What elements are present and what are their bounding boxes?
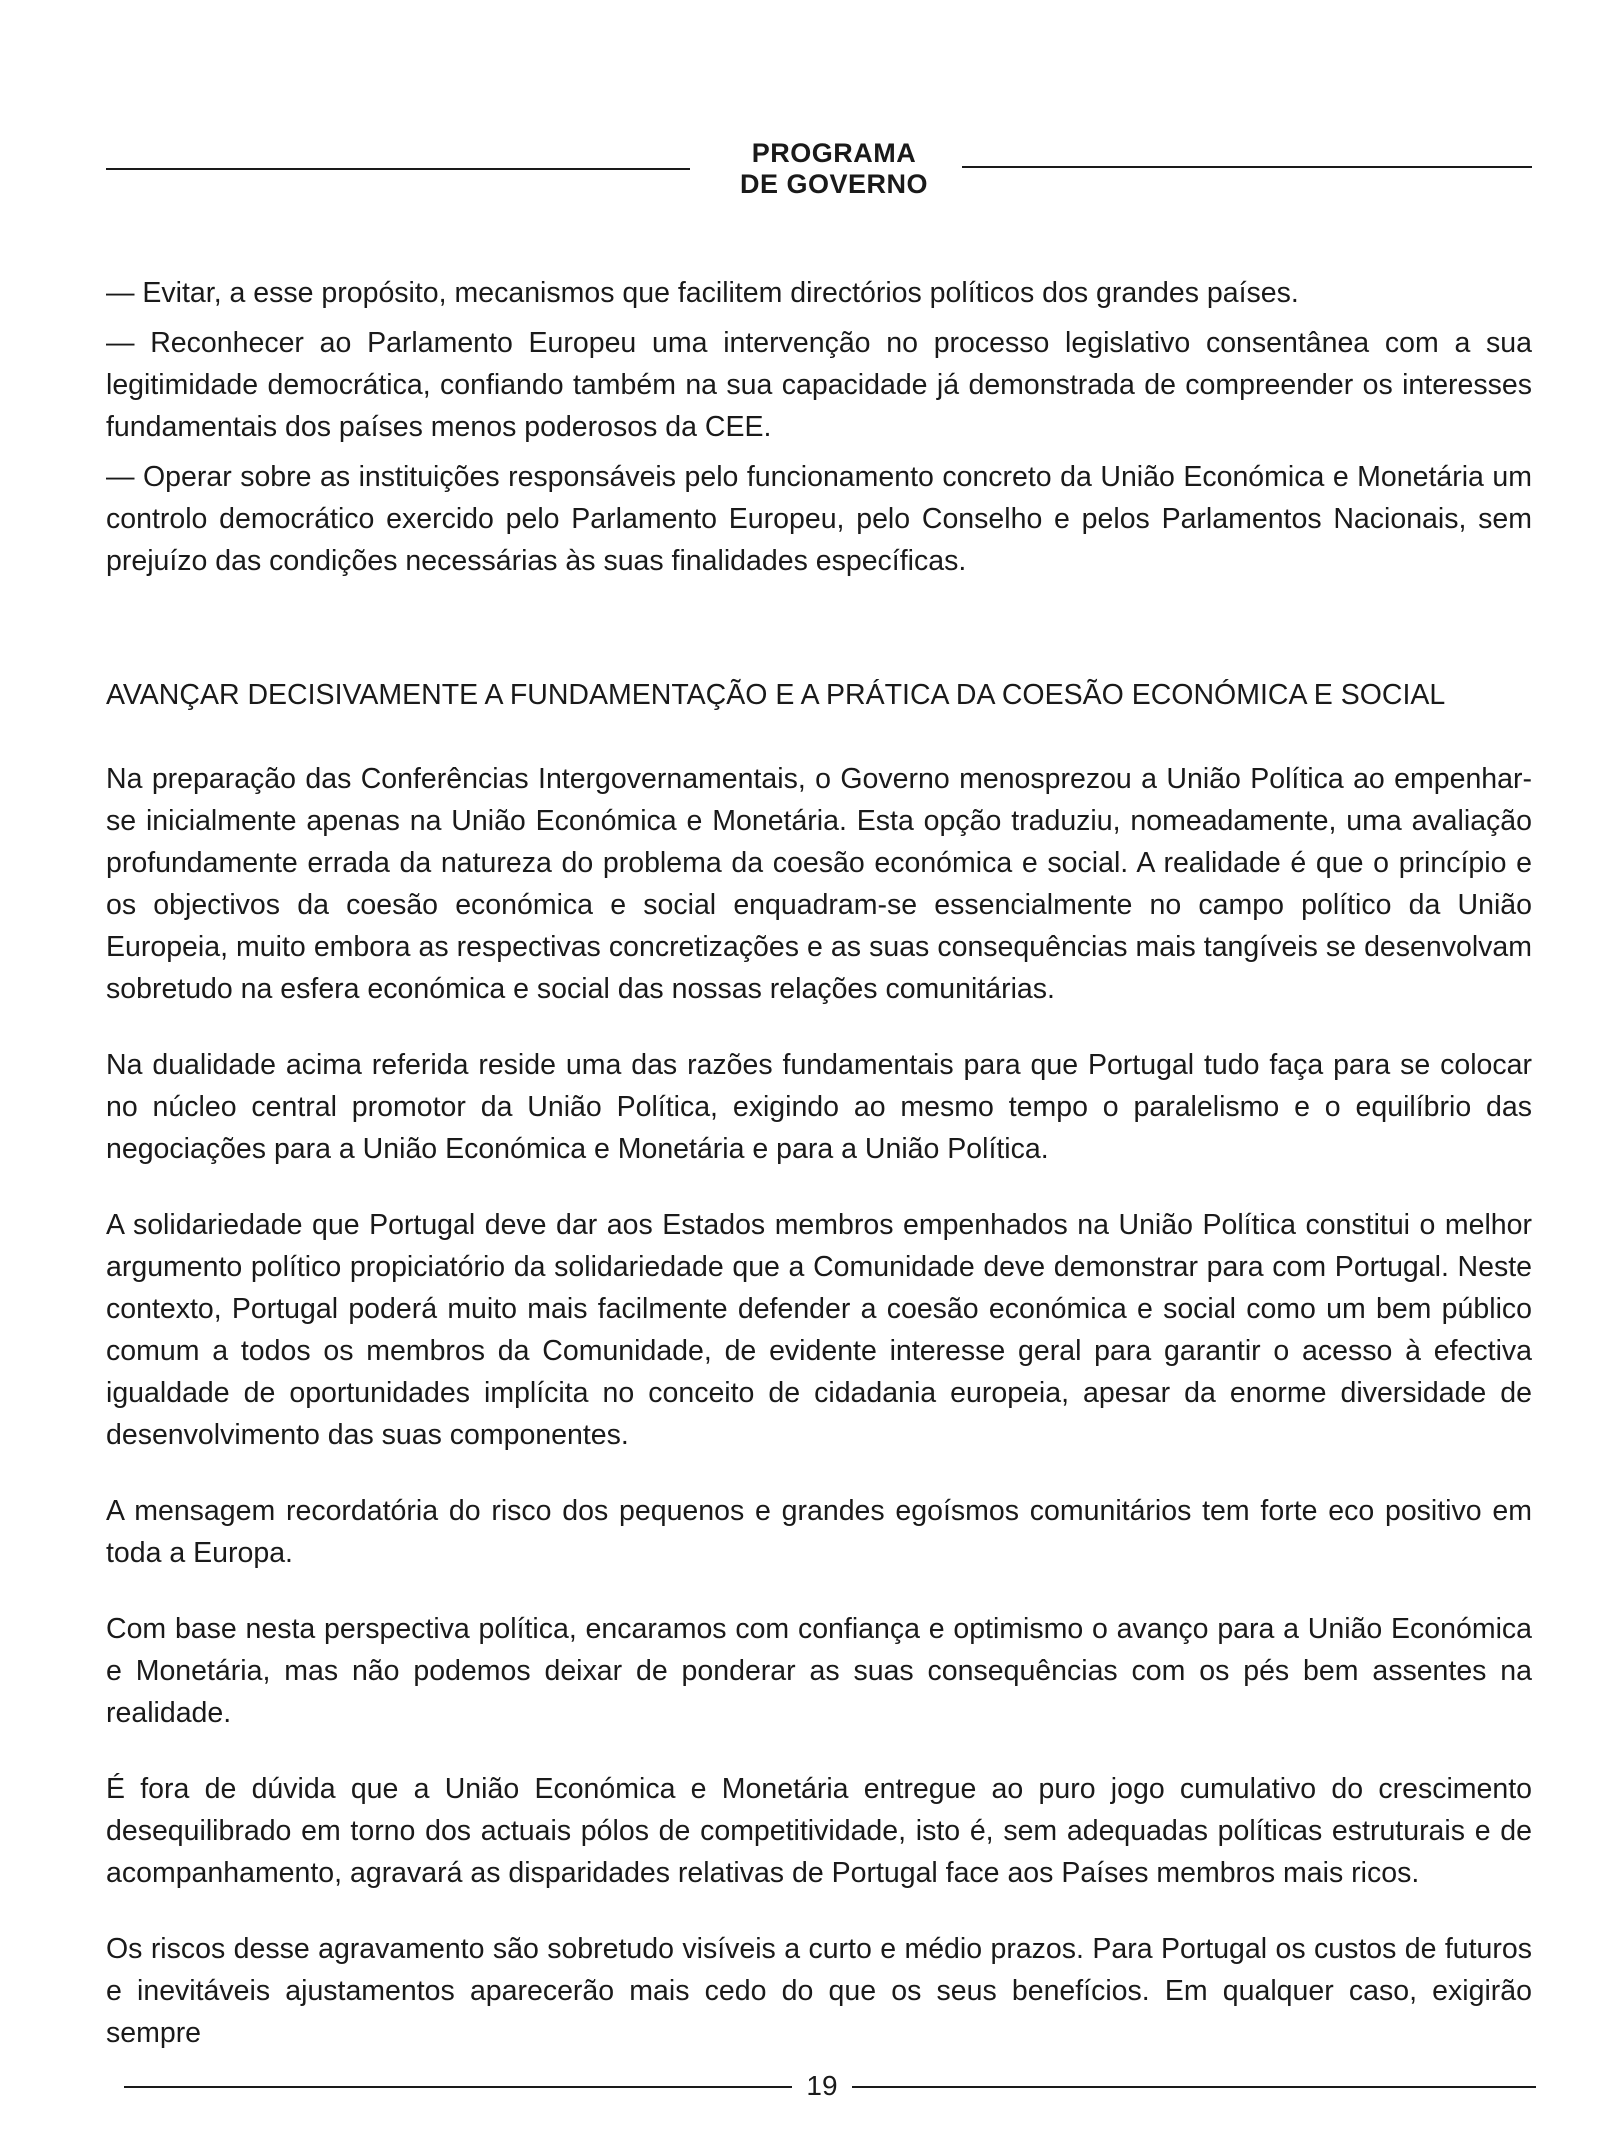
- body-paragraph: A mensagem recordatória do risco dos pequenos e grandes egoísmos comunitários tem forte eco positivo em toda a Europa.: [106, 1495, 1532, 1569]
- header-title: [714, 138, 954, 200]
- bullet-paragraph: — Operar sobre as instituições responsáveis pelo funcionamento concreto da União Económica e Monetária um controlo democrático exercido pelo Parlamento Europeu, pelo Conselho e pelos Parlamentos Nacionais, sem prejuízo das condições necessárias às suas finalidades específicas.: [106, 461, 1532, 577]
- page-body: [106, 272, 1532, 2054]
- header-title-line2: DE GOVERNO: [739, 169, 929, 199]
- bullet-paragraph: — Evitar, a esse propósito, mecanismos que facilitem directórios políticos dos grandes países.: [106, 277, 1299, 309]
- body-paragraph: Os riscos desse agravamento são sobretudo visíveis a curto e médio prazos. Para Portugal os custos de futuros e inevitáveis ajustamentos aparecerão mais cedo do que os seus benefícios. Em qualquer caso, exigirão sempre: [106, 1933, 1532, 2049]
- body-paragraph: É fora de dúvida que a União Económica e Monetária entregue ao puro jogo cumulativo do crescimento desequilibrado em torno dos actuais pólos de competitividade, isto é, sem adequadas políticas estruturais e de acompanhamento, agravará as disparidades relativas de Portugal face aos Países membros mais ricos.: [106, 1773, 1532, 1889]
- page-footer: [124, 2066, 1536, 2106]
- body-paragraph: Com base nesta perspectiva política, encaramos com confiança e optimismo o avanço para a União Económica e Monetária, mas não podemos deixar de ponderar as suas consequências com os pés bem assentes na realidade.: [106, 1613, 1532, 1729]
- footer-rule-left: [124, 2086, 792, 2088]
- header-rule-right: [962, 166, 1532, 168]
- header-title-line1: PROGRAMA: [751, 138, 917, 168]
- body-paragraph: Na preparação das Conferências Intergovernamentais, o Governo menosprezou a União Política ao empenhar-se inicialmente apenas na União Económica e Monetária. Esta opção traduziu, nomeadamente, uma avaliação profundamente errada da natureza do problema da coesão económica e social. A realidade é que o princípio e os objectivos da coesão económica e social enquadram-se essencialmente no campo político da União Europeia, muito embora as respectivas concretizações e as suas consequências mais tangíveis se desenvolvam sobretudo na esfera económica e social das nossas relações comunitárias.: [106, 763, 1532, 1005]
- page-number: 19: [806, 2070, 838, 2101]
- body-paragraph: A solidariedade que Portugal deve dar aos Estados membros empenhados na União Política constitui o melhor argumento político propiciatório da solidariedade que a Comunidade deve demonstrar para com Portugal. Neste contexto, Portugal poderá muito mais facilmente defender a coesão económica e social como um bem público comum a todos os membros da Comunidade, de evidente interesse geral para garantir o acesso à efectiva igualdade de oportunidades implícita no conceito de cidadania europeia, apesar da enorme diversidade de desenvolvimento das suas componentes.: [106, 1209, 1532, 1451]
- bullet-paragraph: — Reconhecer ao Parlamento Europeu uma intervenção no processo legislativo consentânea com a sua legitimidade democrática, confiando também na sua capacidade já demonstrada de compreender os interesses fundamentais dos países menos poderosos da CEE.: [106, 327, 1532, 443]
- body-paragraph: Na dualidade acima referida reside uma das razões fundamentais para que Portugal tudo faça para se colocar no núcleo central promotor da União Política, exigindo ao mesmo tempo o paralelismo e o equilíbrio das negociações para a União Económica e Monetária e para a União Política.: [106, 1049, 1532, 1165]
- page-header: [106, 138, 1532, 204]
- header-rule-left: [106, 168, 690, 170]
- section-heading: AVANÇAR DECISIVAMENTE A FUNDAMENTAÇÃO E A PRÁTICA DA COESÃO ECONÓMICA E SOCIAL: [106, 679, 1446, 711]
- footer-rule-right: [852, 2086, 1536, 2088]
